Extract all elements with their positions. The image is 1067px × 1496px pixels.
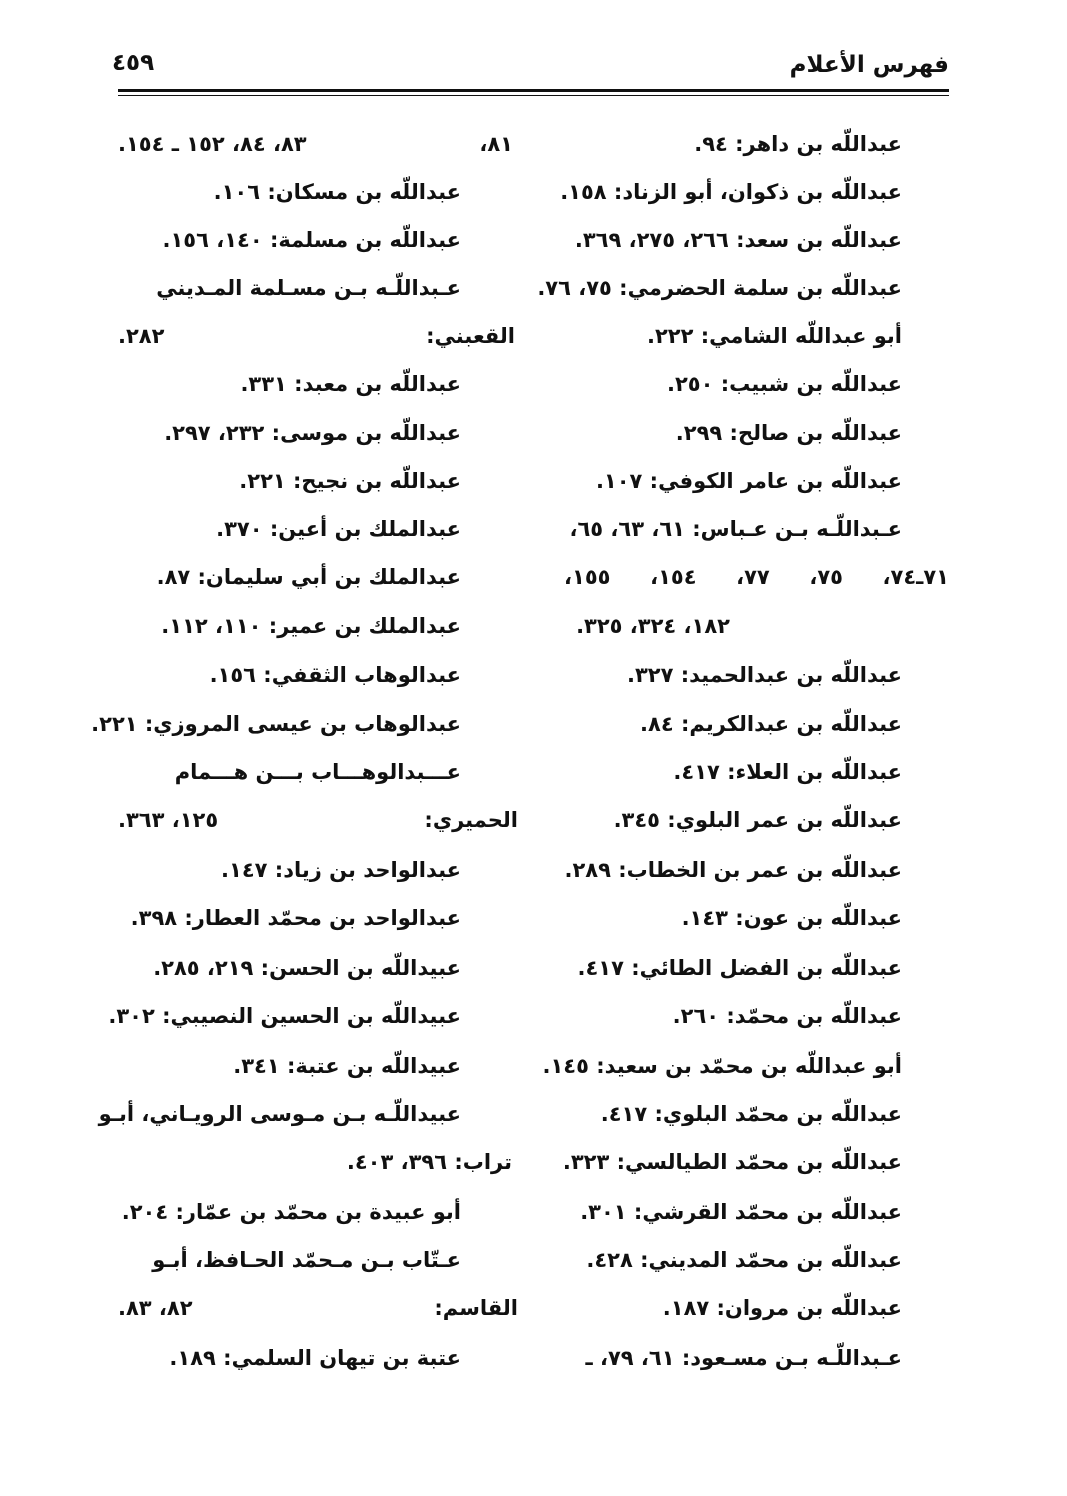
index-entry-continuation	[118, 1288, 518, 1328]
index-entry-continuation: تراب: ٣٩٦، ٤٠٣.	[346, 1150, 512, 1174]
index-entry: أبو عبداللّه بن محمّد بن سعيد: ١٤٥.	[542, 1054, 902, 1078]
index-entry: عـبداللّـه بـن مسـعود: ٦١، ٧٩، ـ	[585, 1346, 902, 1370]
page-ref: ٢٨٢.	[118, 324, 165, 348]
page-ref: ٨٣، ٨٤، ١٥٢ ـ ١٥٤.	[118, 132, 307, 156]
index-entry: عبداللّه بن عمر البلوي: ٣٤٥.	[613, 808, 902, 832]
page-ref: ١٥٥،	[564, 565, 611, 589]
index-entry: عبداللّه بن داهر: ٩٤.	[694, 132, 902, 156]
index-entry: عبدالملك بن أبي سليمان: ٨٧.	[156, 565, 461, 589]
index-entry: عبدالملك بن عمير: ١١٠، ١١٢.	[161, 614, 461, 638]
index-entry: عبداللّه بن عامر الكوفي: ١٠٧.	[595, 469, 902, 493]
page-ref: ١٢٥، ٣٦٣.	[118, 808, 219, 832]
index-entry: عبداللّه بن عون: ١٤٣.	[681, 906, 902, 930]
index-entry: عبدالواحد بن محمّد العطار: ٣٩٨.	[130, 906, 461, 930]
page-number: ٤٥٩	[112, 50, 155, 76]
page-ref: ٨٢، ٨٣.	[118, 1296, 193, 1320]
index-entry: عبداللّه بن مروان: ١٨٧.	[662, 1296, 902, 1320]
index-entry: عبيداللّه بن عتبة: ٣٤١.	[233, 1054, 461, 1078]
index-entry: عـبداللّـه بـن مسـلمة المـديني	[156, 276, 461, 300]
page-ref: ٧٧،	[736, 565, 770, 589]
entry-tail: القاسم:	[434, 1296, 518, 1320]
page-ref: ١٥٤،	[650, 565, 697, 589]
index-entry: عبداللّه بن مسلمة: ١٤٠، ١٥٦.	[162, 228, 461, 252]
index-entry: عبيداللّه بن الحسين النصيبي: ٣٠٢.	[108, 1004, 461, 1028]
index-entry: عبدالوهاب الثقفي: ١٥٦.	[209, 663, 461, 687]
running-header-title: فهرس الأعلام	[789, 52, 949, 78]
index-entry: عتبة بن تيهان السلمي: ١٨٩.	[169, 1346, 461, 1370]
entry-tail: الحميري:	[424, 808, 518, 832]
index-entry: عبداللّه بن شبيب: ٢٥٠.	[666, 372, 902, 396]
index-entry: أبو عبداللّه الشامي: ٢٢٢.	[646, 324, 902, 348]
index-entry: عبداللّه بن صالح: ٢٩٩.	[675, 421, 902, 445]
index-entry: عـتّاب بـن مـحمّد الحـافظ، أبـو	[152, 1248, 461, 1272]
page-ref: ٧١ـ٧٤،	[882, 565, 949, 589]
header-rule-thick	[118, 89, 949, 92]
index-entry: عبيداللّه بن الحسن: ٢١٩، ٢٨٥.	[153, 956, 461, 980]
index-entry: عبداللّه بن موسى: ٢٣٢، ٢٩٧.	[164, 421, 461, 445]
index-entry: عبداللّه بن عبدالحميد: ٣٢٧.	[626, 663, 902, 687]
index-entry: عبدالواحد بن زياد: ١٤٧.	[221, 858, 461, 882]
index-entry: عـبداللّـه بـن عـباس: ٦١، ٦٣، ٦٥،	[569, 517, 902, 541]
index-entry: عبداللّه بن مسكان: ١٠٦.	[213, 180, 461, 204]
index-entry: عبداللّه بن سلمة الحضرمي: ٧٥، ٧٦.	[537, 276, 902, 300]
index-entry-continuation: ١٨٢، ٣٢٤، ٣٢٥.	[576, 614, 730, 638]
header-rule-thin	[118, 95, 949, 96]
index-entry: عبداللّه بن سعد: ٢٦٦، ٢٧٥، ٣٦٩.	[574, 228, 902, 252]
index-entry: عبداللّه بن معبد: ٣٣١.	[240, 372, 461, 396]
index-entry: عبداللّه بن عبدالكريم: ٨٤.	[640, 712, 902, 736]
index-entry: أبو عبيدة بن محمّد بن عمّار: ٢٠٤.	[121, 1200, 461, 1224]
index-entry: عـــبدالوهـــاب بـــن هـــمام	[174, 760, 461, 784]
index-entry-continuation	[118, 124, 513, 164]
index-entry: عبداللّه بن محمّد البلوي: ٤١٧.	[600, 1102, 902, 1126]
index-entry: عبداللّه بن نجيح: ٢٢١.	[239, 469, 461, 493]
index-entry: عبدالملك بن أعين: ٣٧٠.	[216, 517, 461, 541]
index-entry: عبدالوهاب بن عيسى المروزي: ٢٢١.	[91, 712, 461, 736]
page-ref: ٧٥،	[809, 565, 843, 589]
index-entry: عبداللّه بن ذكوان، أبو الزناد: ١٥٨.	[560, 180, 902, 204]
index-entry: عبداللّه بن الفضل الطائي: ٤١٧.	[577, 956, 902, 980]
index-entry: عبداللّه بن عمر بن الخطاب: ٢٨٩.	[564, 858, 902, 882]
index-entry: عبداللّه بن محمّد القرشي: ٣٠١.	[580, 1200, 902, 1224]
index-entry-continuation	[118, 316, 515, 356]
index-entry: عبداللّه بن محمّد الطيالسي: ٣٢٣.	[562, 1150, 902, 1174]
index-entry-continuation	[564, 557, 949, 597]
index-entry: عبداللّه بن محمّد المديني: ٤٢٨.	[586, 1248, 902, 1272]
index-entry: عبداللّه بن محمّد: ٢٦٠.	[672, 1004, 902, 1028]
index-entry: عبيداللّـه بـن مـوسى الرويـاني، أبـو	[98, 1102, 461, 1126]
index-entry-continuation	[118, 800, 518, 840]
index-entry: عبداللّه بن العلاء: ٤١٧.	[673, 760, 902, 784]
page-ref: ٨١،	[479, 132, 513, 156]
entry-tail: القعبني:	[426, 324, 515, 348]
